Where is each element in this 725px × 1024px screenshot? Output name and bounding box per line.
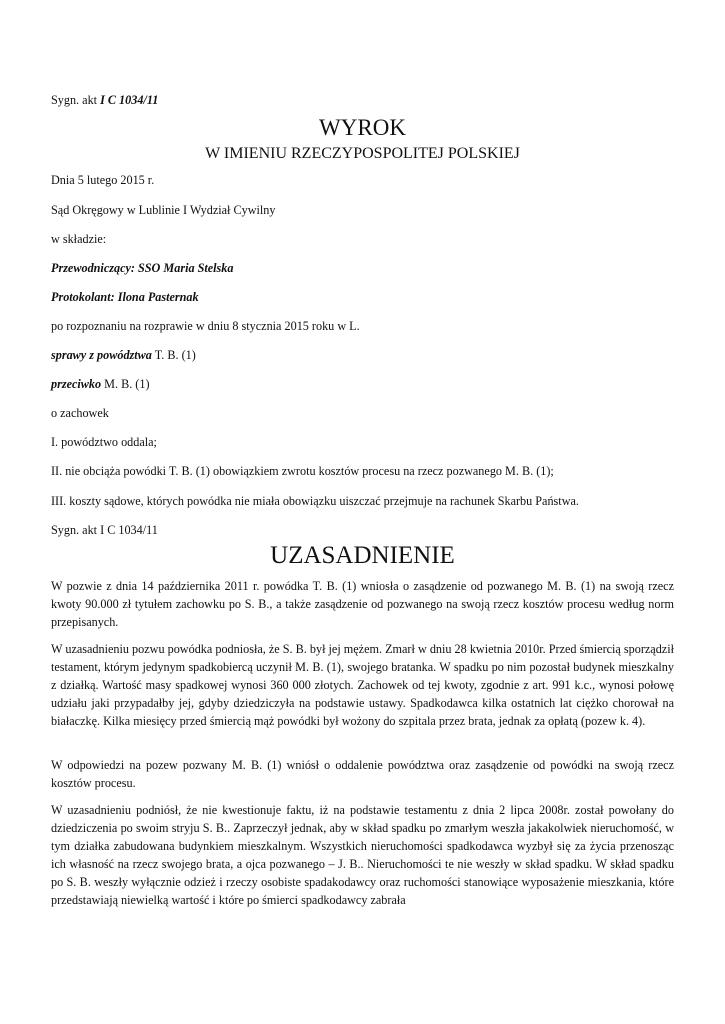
claimant-line <box>51 346 196 364</box>
ruling-item: I. powództwo oddala; <box>51 435 157 449</box>
case-signature-prefix: Sygn. akt <box>51 93 101 107</box>
ruling-item: II. nie obciąża powódki T. B. (1) obowiązkiem zwrotu kosztów procesu na rzecz pozwanego M. B. (1); <box>51 464 554 478</box>
justification-paragraph: W odpowiedzi na pozew pozwany M. B. (1) wniósł o oddalenie powództwa oraz zasądzenie od powódki na swoją rzecz kosztów procesu. <box>51 758 674 790</box>
defendant-party: M. B. (1) <box>101 377 150 391</box>
justification-title: UZASADNIENIE <box>270 542 455 569</box>
case-signature-number: I C 1034/11 <box>100 93 159 107</box>
defendant-label: przeciwko <box>51 377 102 391</box>
ruling-item: III. koszty sądowe, których powódka nie miała obowiązku uiszczać przejmuje na rachunek Skarbu Państwa. <box>51 494 579 508</box>
defendant-line <box>51 375 150 393</box>
judgment-title: WYROK <box>319 115 406 140</box>
composition-label: w składzie: <box>51 232 107 246</box>
presiding-judge: Przewodniczący: SSO Maria Stelska <box>51 261 234 275</box>
judgment-subtitle: W IMIENIU RZECZYPOSPOLITEJ POLSKIEJ <box>205 145 520 162</box>
justification-paragraph: W pozwie z dnia 14 października 2011 r. powódka T. B. (1) wniosła o zasądzenie od pozwanego M. B. (1) na swoją rzecz kwoty 90.000 zł tytułem zachowku po S. B., a także zasądzenie od pozwanego na swoją rzecz kosztów procesu według norm przepisanych. <box>51 579 674 629</box>
claimant-label: sprawy z powództwa <box>51 348 152 362</box>
hearing-info: po rozpoznaniu na rozprawie w dniu 8 stycznia 2015 roku w L. <box>51 319 360 333</box>
case-subject: o zachowek <box>51 406 109 420</box>
justification-paragraph: W uzasadnieniu pozwu powódka podniosła, że S. B. był jej mężem. Zmarł w dniu 28 kwietnia 2010r. Przed śmiercią sporządził testament, którym jedynym spadkobiercą uczynił M. B. (1), swojego bratanka. W spadku po nim pozostał budynek mieszkalny z działką. Wartość masy spadkowej wynosi 360 000 złotych. Zachowek od tej kwoty, zgodnie z art. 991 k.c., wynosi połowę udziału jaki przypadałby jej, gdyby dziedziczyła na podstawie ustawy. Spadkodawca kilka ostatnich lat ciężko chorował na białaczkę. Kilka miesięcy przed śmiercią mąż powódki był wożony do szpitala przez brata, jednak za opłatą (pozew k. 4). <box>51 642 674 728</box>
judgment-date: Dnia 5 lutego 2015 r. <box>51 173 155 187</box>
case-signature <box>51 91 158 109</box>
justification-case-signature: Sygn. akt I C 1034/11 <box>51 523 158 537</box>
court-name: Sąd Okręgowy w Lublinie I Wydział Cywilny <box>51 203 276 217</box>
justification-paragraph: W uzasadnieniu podniósł, że nie kwestionuje faktu, iż na podstawie testamentu z dnia 2 lipca 2008r. został powołany do dziedziczenia po swoim stryju S. B.. Zaprzeczył jednak, aby w skład spadku po zmarłym weszła jakakolwiek nieruchomość, w tym działka zabudowana budynkiem mieszkalnym. Wszystkich nieruchomości spadkodawca wyzbył się za życia przenosząc ich własność na rzecz swojego brata, a ojca pozwanego – J. B.. Nieruchomości te nie weszły w skład spadku. W skład spadku po S. B. weszły wyłącznie odzież i rzeczy osobiste spadakodawcy oraz ruchomości stanowiące wyposażenie mieszkania, które przedstawiają niewielką wartość i które po śmierci spadkodawcy zabrała <box>51 803 674 907</box>
claimant-party: T. B. (1) <box>151 348 196 362</box>
court-clerk: Protokolant: Ilona Pasternak <box>51 290 199 304</box>
